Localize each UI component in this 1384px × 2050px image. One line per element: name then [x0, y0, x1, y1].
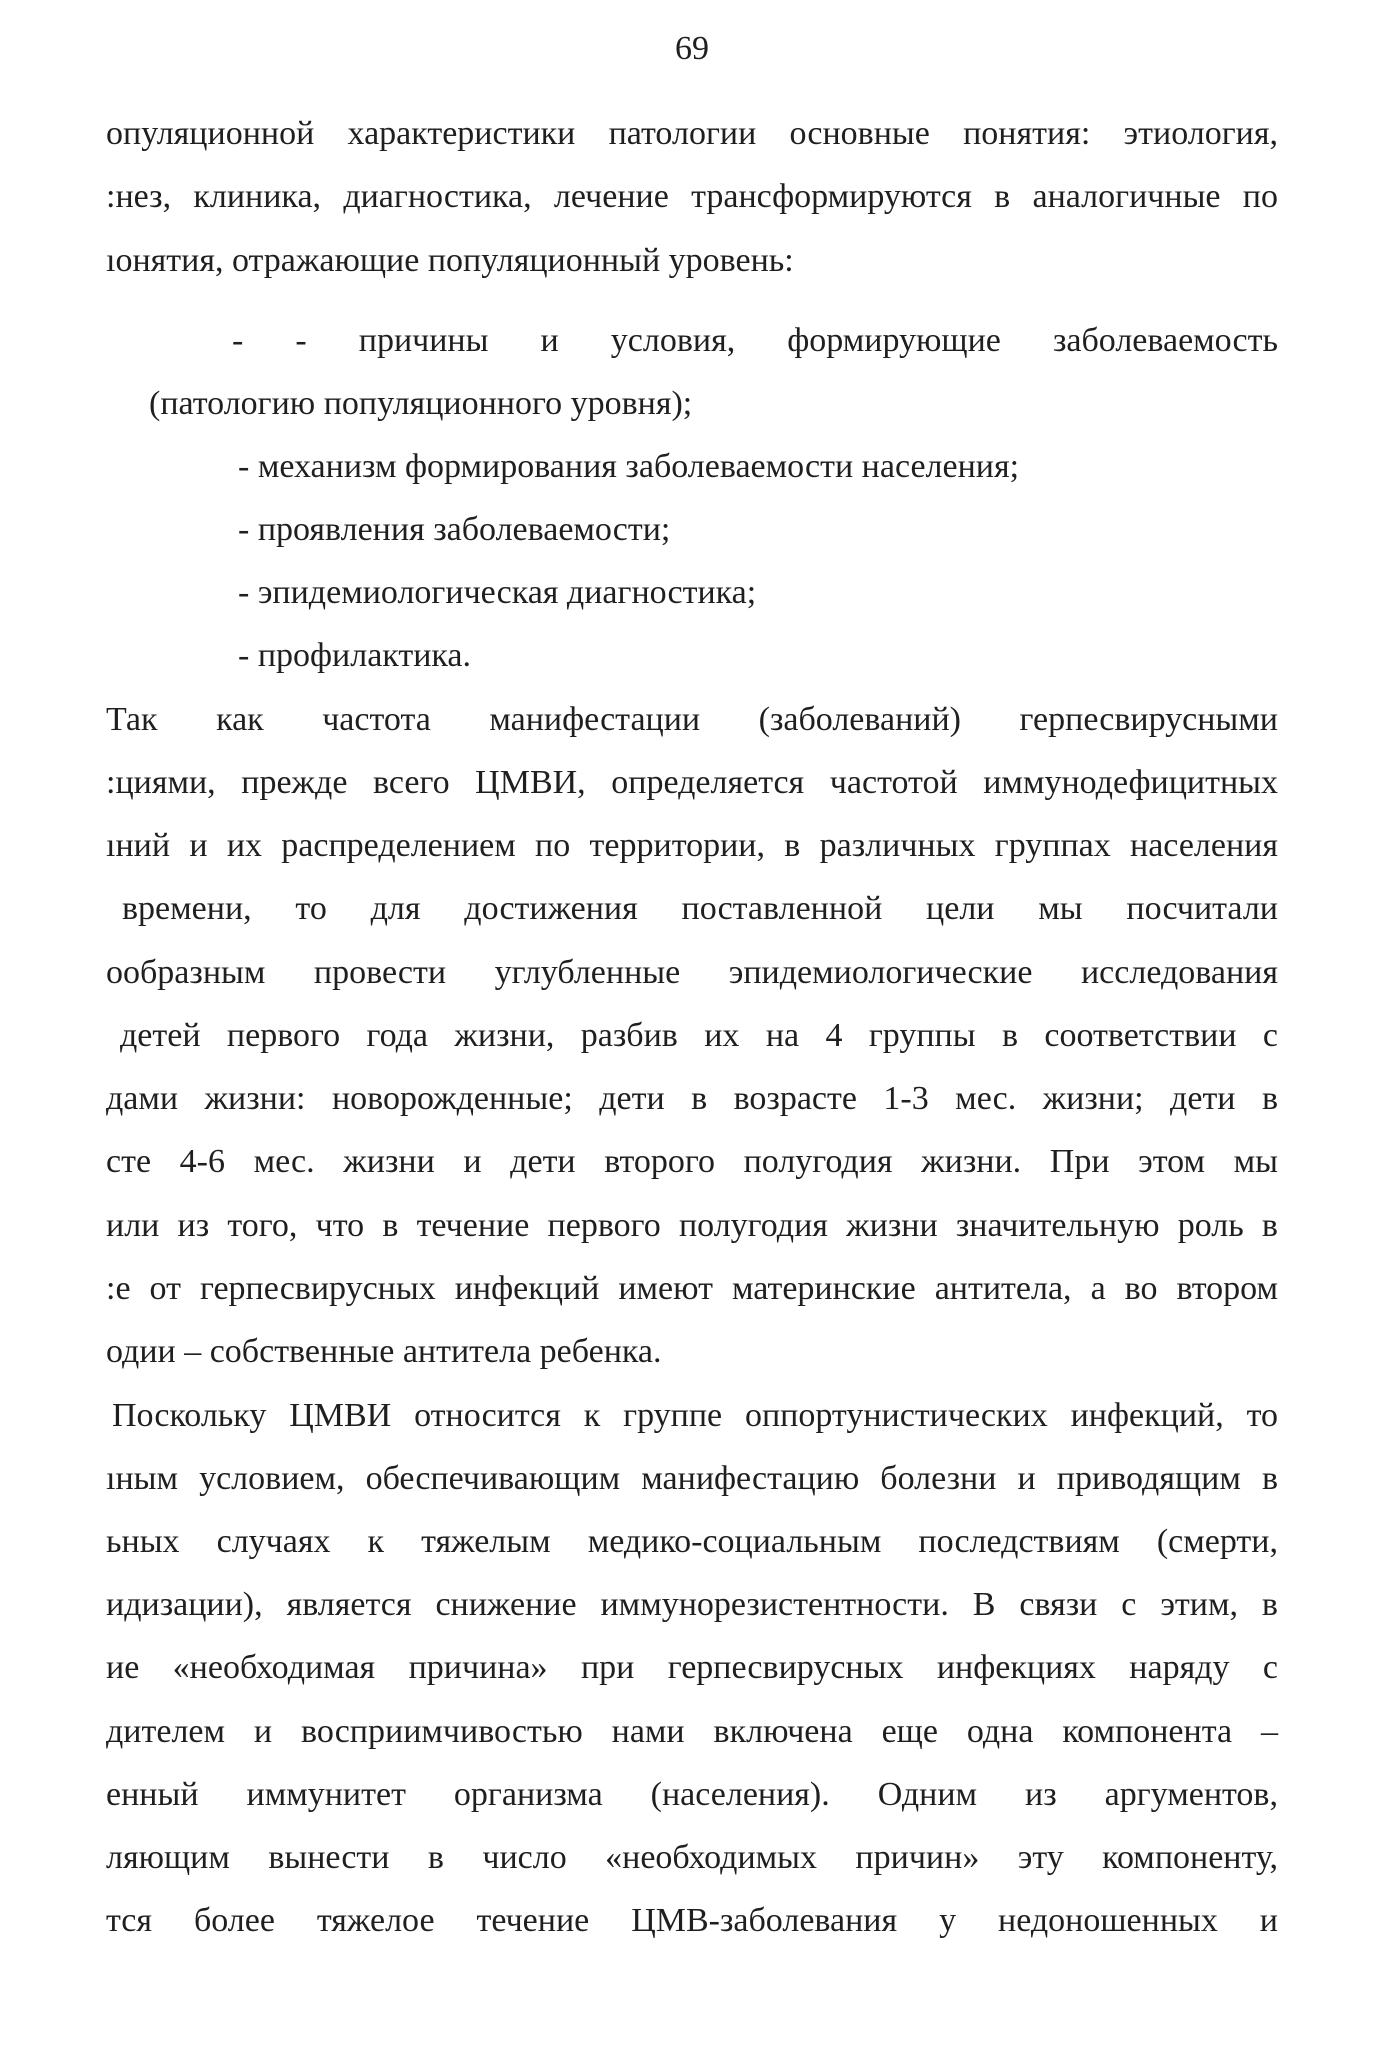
text-line-14: ообразным провести углубленные эпидемиологические исследования: [106, 954, 1278, 991]
list-item-diagnostics: - эпидемиологическая диагностика;: [238, 574, 757, 611]
list-item-prophylaxis: - профилактика.: [238, 637, 472, 674]
text-line-12: ıний и их распределением по территории, в различных группах населения: [106, 827, 1278, 864]
text-line-11: :циями, прежде всего ЦМВИ, определяется частотой иммунодефицитных: [106, 764, 1278, 801]
list-item-mechanism: - механизм формирования заболеваемости населения;: [238, 448, 1020, 485]
text-line-1: опуляционной характеристики патологии основные понятия: этиология,: [106, 115, 1278, 152]
page-number: 69: [675, 30, 709, 67]
text-line-19: :е от герпесвирусных инфекций имеют материнские антитела, а во втором: [106, 1270, 1278, 1307]
text-line-2: :нез, клиника, диагностика, лечение трансформируются в аналогичные по: [106, 178, 1278, 215]
text-line-16: дами жизни: новорожденные; дети в возрасте 1-3 мес. жизни; дети в: [106, 1080, 1278, 1117]
text-line-13: времени, то для достижения поставленной цели мы посчитали: [122, 890, 1278, 927]
text-line-24: идизации), является снижение иммунорезистентности. В связи с этим, в: [106, 1586, 1278, 1623]
text-line-3: ıонятия, отражающие популяционный уровень:: [106, 242, 794, 279]
text-line-29: тся более тяжелое течение ЦМВ-заболевания у недоношенных и: [106, 1902, 1278, 1939]
text-line-27: енный иммунитет организма (населения). Одним из аргументов,: [106, 1776, 1278, 1813]
text-line-26: дителем и восприимчивостью нами включена еще одна компонента –: [106, 1713, 1278, 1750]
list-item-causes: - - причины и условия, формирующие заболеваемость: [232, 322, 1278, 359]
text-line-10: Так как частота манифестации (заболеваний) герпесвирусными: [106, 701, 1278, 738]
list-item-manifestations: - проявления заболеваемости;: [238, 511, 671, 548]
text-line-18: или из того, что в течение первого полугодия жизни значительную роль в: [106, 1207, 1278, 1244]
text-line-17: сте 4-6 мес. жизни и дети второго полугодия жизни. При этом мы: [106, 1143, 1278, 1180]
text-line-15: детей первого года жизни, разбив их на 4 группы в соответствии с: [120, 1017, 1278, 1054]
text-line-23: ьных случаях к тяжелым медико-социальным последствиям (смерти,: [106, 1523, 1278, 1560]
text-line-28: ляющим вынести в число «необходимых причин» эту компоненту,: [106, 1839, 1278, 1876]
list-item-causes-cont: (патологию популяционного уровня);: [149, 385, 693, 422]
text-line-22: ıным условием, обеспечивающим манифестацию болезни и приводящим в: [106, 1460, 1278, 1497]
text-line-21: Поскольку ЦМВИ относится к группе оппортунистических инфекций, то: [112, 1397, 1278, 1434]
text-line-20: одии – собственные антитела ребенка.: [106, 1333, 662, 1370]
text-line-25: ие «необходимая причина» при герпесвирусных инфекциях наряду с: [106, 1649, 1278, 1686]
